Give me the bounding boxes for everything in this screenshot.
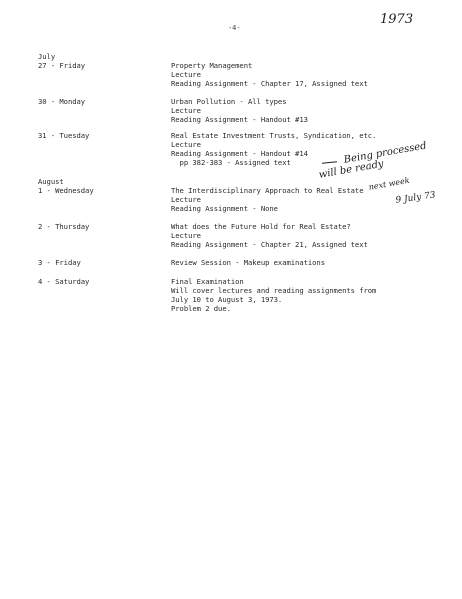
handwritten-note-line: Being processed xyxy=(343,140,428,166)
month-heading-july: July xyxy=(38,52,56,61)
entry-date: 31 - Tuesday xyxy=(38,131,90,140)
entry-topic: Property Management xyxy=(171,61,253,70)
month-heading-august: August xyxy=(38,177,64,186)
entry-date: 27 - Friday xyxy=(38,61,86,70)
entry-line: Reading Assignment - Chapter 17, Assigned text xyxy=(171,79,368,88)
entry-line: Reading Assignment - Handout #13 xyxy=(171,115,308,124)
entry-line: pp 382-383 - Assigned text xyxy=(171,158,291,167)
entry-date: 2 - Thursday xyxy=(38,222,90,231)
entry-topic: Review Session - Makeup examinations xyxy=(171,258,325,267)
entry-date: 4 - Saturday xyxy=(38,277,90,286)
entry-line: Lecture xyxy=(171,106,201,115)
entry-topic: The Interdisciplinary Approach to Real Estate xyxy=(171,186,364,195)
handwritten-note-line: next week xyxy=(368,175,411,192)
entry-date: 3 - Friday xyxy=(38,258,81,267)
handwritten-note-line: will be ready xyxy=(318,158,385,181)
entry-line: Lecture xyxy=(171,195,201,204)
handwritten-note-date: 9 July 73 xyxy=(395,190,437,206)
entry-line: Problem 2 due. xyxy=(171,304,231,313)
entry-line: Will cover lectures and reading assignments from xyxy=(171,286,377,295)
handwritten-dash xyxy=(322,161,337,164)
entry-line: Reading Assignment - None xyxy=(171,204,278,213)
entry-line: Reading Assignment - Handout #14 xyxy=(171,149,308,158)
entry-line: Reading Assignment - Chapter 21, Assigned text xyxy=(171,240,368,249)
entry-line: Lecture xyxy=(171,140,201,149)
entry-date: 30 - Monday xyxy=(38,97,86,106)
handwritten-year: 1973 xyxy=(380,12,414,27)
entry-date: 1 - Wednesday xyxy=(38,186,94,195)
entry-topic: Real Estate Investment Trusts, Syndication, etc. xyxy=(171,131,377,140)
entry-line: Lecture xyxy=(171,231,201,240)
entry-topic: What does the Future Hold for Real Estate? xyxy=(171,222,351,231)
entry-topic: Final Examination xyxy=(171,277,244,286)
page-number: -4- xyxy=(228,24,241,32)
entry-line: Lecture xyxy=(171,70,201,79)
entry-topic: Urban Pollution - All types xyxy=(171,97,287,106)
entry-line: July 10 to August 3, 1973. xyxy=(171,295,283,304)
